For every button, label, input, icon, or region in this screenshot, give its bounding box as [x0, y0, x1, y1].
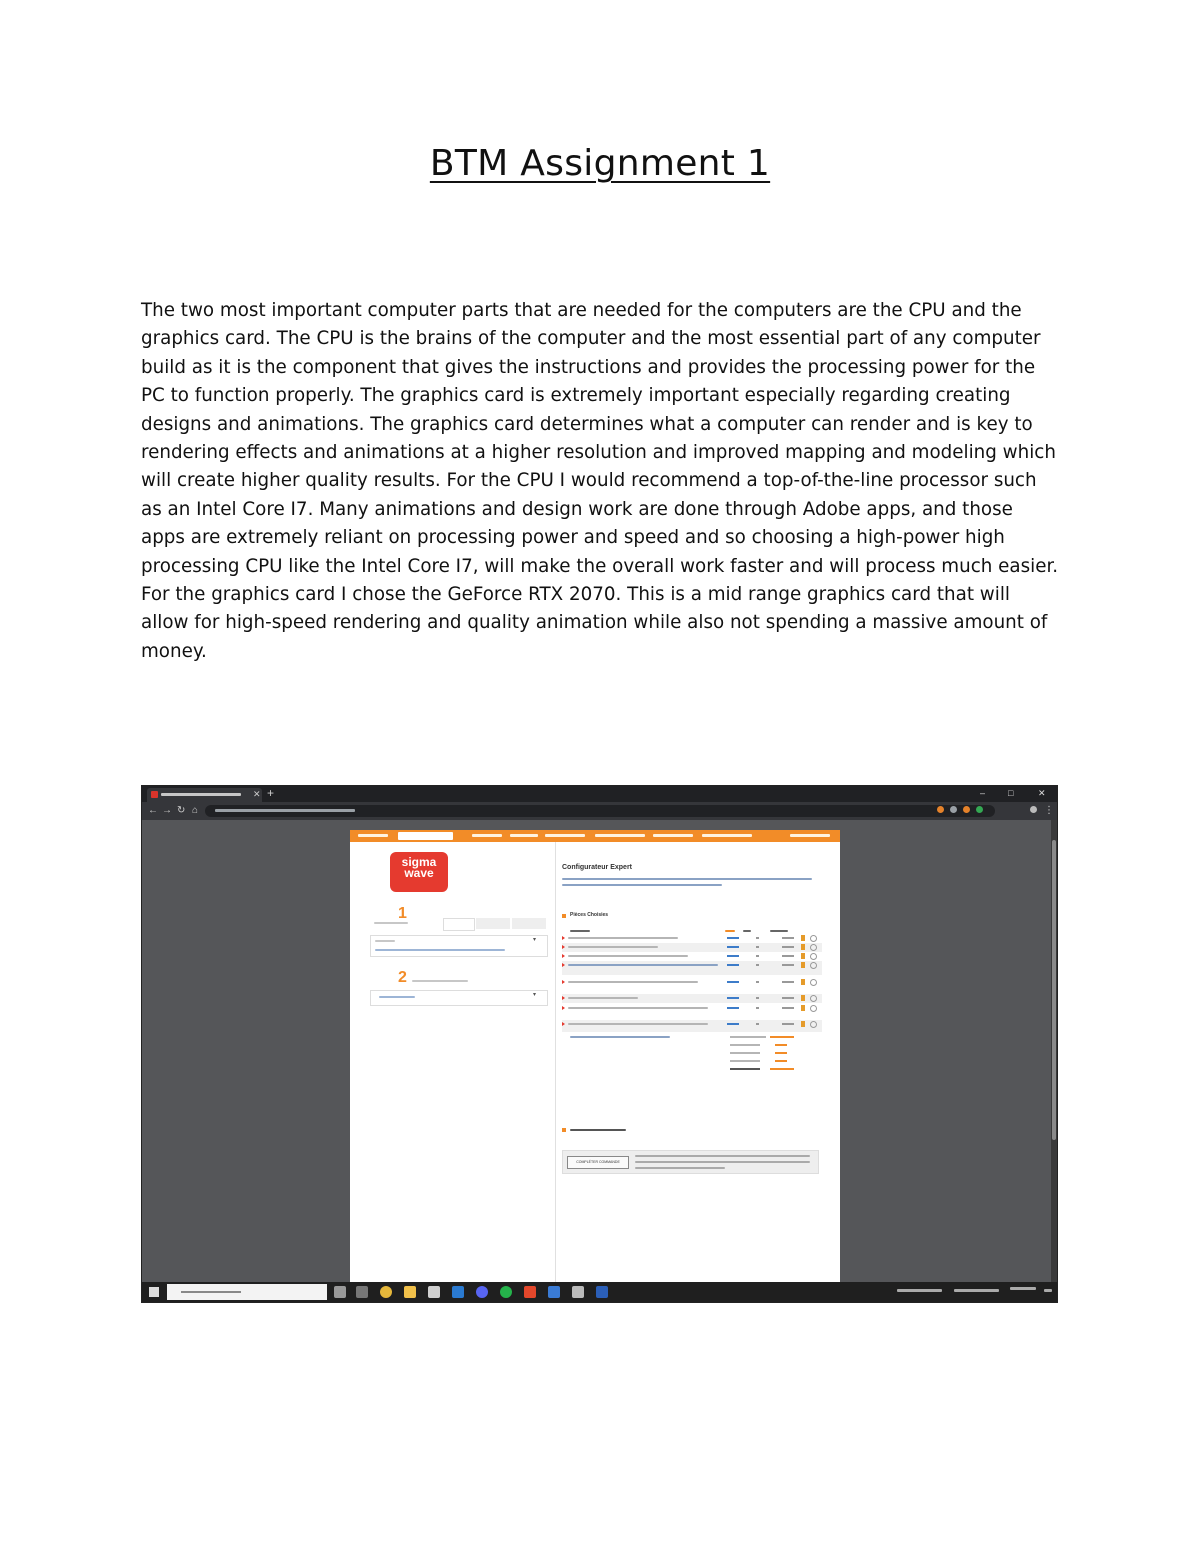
- row-qty: [756, 1007, 759, 1009]
- table-row[interactable]: [562, 978, 822, 992]
- remove-icon[interactable]: [810, 979, 817, 986]
- body-paragraph-container: [141, 297, 1061, 666]
- taskbar-search-placeholder: [181, 1291, 241, 1293]
- app-icon[interactable]: [476, 1286, 488, 1298]
- table-header-line: [570, 930, 590, 932]
- row-price: [727, 997, 739, 999]
- app-icon[interactable]: [548, 1286, 560, 1298]
- row-total: [782, 1007, 794, 1009]
- row-desc-line: [568, 964, 718, 966]
- nav-link[interactable]: [653, 834, 693, 837]
- nav-link[interactable]: [472, 834, 502, 837]
- row-arrow-icon: [562, 1022, 565, 1026]
- finish-box: [562, 1150, 819, 1174]
- row-arrow-icon: [562, 963, 565, 967]
- edit-pencil-icon[interactable]: [801, 962, 805, 968]
- row-desc-line: [568, 981, 698, 983]
- row-qty: [756, 955, 759, 957]
- table-header-line: [770, 930, 788, 932]
- document-title: BTM Assignment 1: [429, 143, 771, 184]
- nav-link[interactable]: [545, 834, 585, 837]
- finish-section-line: [570, 1129, 626, 1131]
- row-desc-line: [568, 997, 638, 999]
- grand-total-value: [770, 1068, 794, 1070]
- table-header-line: [743, 930, 751, 932]
- table-header-line: [725, 930, 735, 932]
- app-icon[interactable]: [572, 1286, 584, 1298]
- remove-icon[interactable]: [810, 944, 817, 951]
- store-icon[interactable]: [428, 1286, 440, 1298]
- row-total: [782, 997, 794, 999]
- back-icon[interactable]: ←: [148, 805, 158, 816]
- edit-pencil-icon[interactable]: [801, 935, 805, 941]
- edit-pencil-icon[interactable]: [801, 1005, 805, 1011]
- summary-value-line: [775, 1060, 787, 1062]
- chrome-icon[interactable]: [380, 1286, 392, 1298]
- table-row[interactable]: [562, 1004, 822, 1018]
- start-menu-icon[interactable]: [149, 1287, 159, 1297]
- row-qty: [756, 964, 759, 966]
- nav-link[interactable]: [595, 834, 645, 837]
- complete-order-button[interactable]: COMPLÉTER COMMANDE: [567, 1156, 629, 1169]
- table-row[interactable]: [562, 934, 822, 943]
- subtotal-line: [730, 1036, 766, 1038]
- row-price: [727, 964, 739, 966]
- row-qty: [756, 946, 759, 948]
- tab-favicon-icon: [151, 791, 158, 798]
- table-row[interactable]: [562, 952, 822, 961]
- nav-link[interactable]: [790, 834, 830, 837]
- new-tab-icon[interactable]: +: [267, 786, 275, 800]
- tab-title-placeholder: [161, 793, 241, 796]
- extension-icon[interactable]: [976, 806, 983, 813]
- row-desc-line: [568, 937, 678, 939]
- system-tray-icons[interactable]: [954, 1289, 999, 1292]
- browser-toolbar: [142, 802, 1057, 820]
- home-icon[interactable]: ⌂: [192, 805, 199, 816]
- nav-link[interactable]: [358, 834, 388, 837]
- intro-line: [562, 878, 812, 880]
- remove-icon[interactable]: [810, 1021, 817, 1028]
- word-icon[interactable]: [596, 1286, 608, 1298]
- extension-icon[interactable]: [963, 806, 970, 813]
- scroll-thumb[interactable]: [1052, 840, 1056, 1140]
- sigma-wave-logo[interactable]: [390, 852, 448, 892]
- edit-pencil-icon[interactable]: [801, 953, 805, 959]
- edit-pencil-icon[interactable]: [801, 995, 805, 1001]
- row-arrow-icon: [562, 954, 565, 958]
- row-desc-line: [568, 946, 658, 948]
- chevron-down-icon: ▾: [533, 937, 537, 943]
- edit-pencil-icon[interactable]: [801, 1021, 805, 1027]
- row-qty: [756, 1023, 759, 1025]
- mini-tab[interactable]: [476, 918, 510, 929]
- row-arrow-icon: [562, 996, 565, 1000]
- row-desc-line: [568, 955, 688, 957]
- browser-tab-bar: [142, 786, 1057, 802]
- site-nav-bar: [350, 830, 840, 842]
- finish-info-line: [635, 1155, 810, 1157]
- remove-icon[interactable]: [810, 962, 817, 969]
- edit-pencil-icon[interactable]: [801, 944, 805, 950]
- summary-label-line: [730, 1052, 760, 1054]
- share-link-line[interactable]: [570, 1036, 670, 1038]
- row-price: [727, 1023, 739, 1025]
- window-close-icon[interactable]: ✕: [1038, 788, 1046, 798]
- remove-icon[interactable]: [810, 1005, 817, 1012]
- tab-close-icon[interactable]: ✕: [253, 789, 261, 799]
- grand-total-line: [730, 1068, 760, 1070]
- notification-icon[interactable]: [1044, 1289, 1052, 1292]
- file-explorer-icon[interactable]: [404, 1286, 416, 1298]
- nav-link[interactable]: [510, 834, 538, 837]
- remove-icon[interactable]: [810, 995, 817, 1002]
- remove-icon[interactable]: [810, 953, 817, 960]
- row-arrow-icon: [562, 936, 565, 940]
- browser-tab[interactable]: [147, 788, 262, 802]
- finish-info-line: [635, 1167, 725, 1169]
- component-select-box[interactable]: [370, 990, 548, 1006]
- row-price: [727, 955, 739, 957]
- table-row[interactable]: [562, 994, 822, 1003]
- clock-readout[interactable]: [1010, 1287, 1036, 1290]
- web-page: [350, 830, 840, 1282]
- url-placeholder: [215, 809, 355, 812]
- logo-text-line1: sigma: [401, 855, 437, 869]
- row-qty: [756, 997, 759, 999]
- finish-info-line: [635, 1161, 810, 1163]
- office-icon[interactable]: [524, 1286, 536, 1298]
- row-total: [782, 946, 794, 948]
- configurator-title: Configurateur Expert: [562, 864, 633, 871]
- profile-avatar-icon[interactable]: [1030, 806, 1037, 813]
- row-total: [782, 955, 794, 957]
- browser-viewport: [142, 820, 1052, 1282]
- window-minimize-icon[interactable]: –: [980, 788, 986, 798]
- row-arrow-icon: [562, 980, 565, 984]
- nav-link[interactable]: [702, 834, 752, 837]
- app-icon[interactable]: [500, 1286, 512, 1298]
- select-value-line: [375, 940, 395, 942]
- row-price: [727, 1007, 739, 1009]
- table-row[interactable]: [562, 943, 822, 952]
- edit-pencil-icon[interactable]: [801, 979, 805, 985]
- windows-taskbar: [142, 1282, 1057, 1302]
- task-view-icon[interactable]: [334, 1286, 346, 1298]
- row-total: [782, 1023, 794, 1025]
- row-price: [727, 937, 739, 939]
- row-qty: [756, 981, 759, 983]
- intro-line: [562, 884, 722, 886]
- subtotal-value: [770, 1036, 794, 1038]
- row-total: [782, 964, 794, 966]
- remove-icon[interactable]: [810, 935, 817, 942]
- step-1-label-line: [374, 922, 408, 924]
- reload-icon[interactable]: ↻: [177, 805, 186, 816]
- embedded-screenshot: [141, 785, 1058, 1303]
- table-row[interactable]: [562, 1020, 822, 1032]
- weather-indicator[interactable]: [897, 1289, 942, 1292]
- step-1-number: 1: [398, 905, 407, 922]
- row-price: [727, 981, 739, 983]
- row-qty: [756, 937, 759, 939]
- component-select-line: [379, 996, 415, 998]
- summary-value-line: [775, 1052, 787, 1054]
- row-desc-line: [568, 1007, 708, 1009]
- row-arrow-icon: [562, 945, 565, 949]
- table-row[interactable]: [562, 961, 822, 975]
- mail-icon[interactable]: [452, 1286, 464, 1298]
- summary-label-line: [730, 1044, 760, 1046]
- row-total: [782, 937, 794, 939]
- step-2-number: 2: [398, 969, 407, 986]
- extension-icon[interactable]: [950, 806, 957, 813]
- config-select-box[interactable]: [370, 935, 548, 957]
- section-bullet-icon: [562, 1128, 566, 1132]
- logo-text-line2: wave: [404, 866, 434, 880]
- body-paragraph: The two most important computer parts that are needed for the computers are the CPU and the graphics card. The CPU is the brains of the computer and the most essential part of any computer build as it is the component that gives the instructions and provides the processing power for the PC to function properly. The graphics card is extremely important especially regarding creating designs and animations. The graphics card determines what a computer can render and is key to rendering effects and animations at a higher resolution and improved mapping and modeling which will create higher quality results. For the CPU I would recommend a top-of-the-line processor such as an Intel Core I7. Many animations and design work are done through Adobe apps, and those apps are extremely reliant on processing power and speed and so choosing a high-power high processing CPU like the Intel Core I7, will make the overall work faster and will process much easier. For the graphics card I chose the GeForce RTX 2070. This is a mid range graphics card that will allow for high-speed rendering and quality animation while also not spending a massive amount of money.: [141, 300, 1059, 662]
- extension-icon[interactable]: [937, 806, 944, 813]
- menu-kebab-icon[interactable]: ⋮: [1044, 805, 1054, 816]
- select-hint-line: [375, 949, 505, 951]
- chevron-down-icon: ▾: [533, 992, 537, 998]
- cortana-icon[interactable]: [356, 1286, 368, 1298]
- row-total: [782, 981, 794, 983]
- mini-tab[interactable]: [443, 918, 475, 931]
- mini-tab[interactable]: [512, 918, 546, 929]
- page-scrollbar[interactable]: [1051, 820, 1057, 1282]
- row-arrow-icon: [562, 1006, 565, 1010]
- row-desc-line: [568, 1023, 708, 1025]
- chosen-parts-heading: Pièces Choisies: [570, 912, 609, 918]
- section-bullet-icon: [562, 914, 566, 918]
- summary-label-line: [730, 1060, 760, 1062]
- step-2-label-line: [412, 980, 468, 982]
- column-divider: [555, 842, 556, 1282]
- site-search-input[interactable]: [398, 832, 453, 840]
- summary-value-line: [775, 1044, 787, 1046]
- taskbar-search-input[interactable]: [167, 1284, 327, 1300]
- window-maximize-icon[interactable]: □: [1008, 788, 1014, 798]
- forward-icon[interactable]: →: [162, 805, 172, 816]
- address-bar[interactable]: [205, 805, 995, 817]
- row-price: [727, 946, 739, 948]
